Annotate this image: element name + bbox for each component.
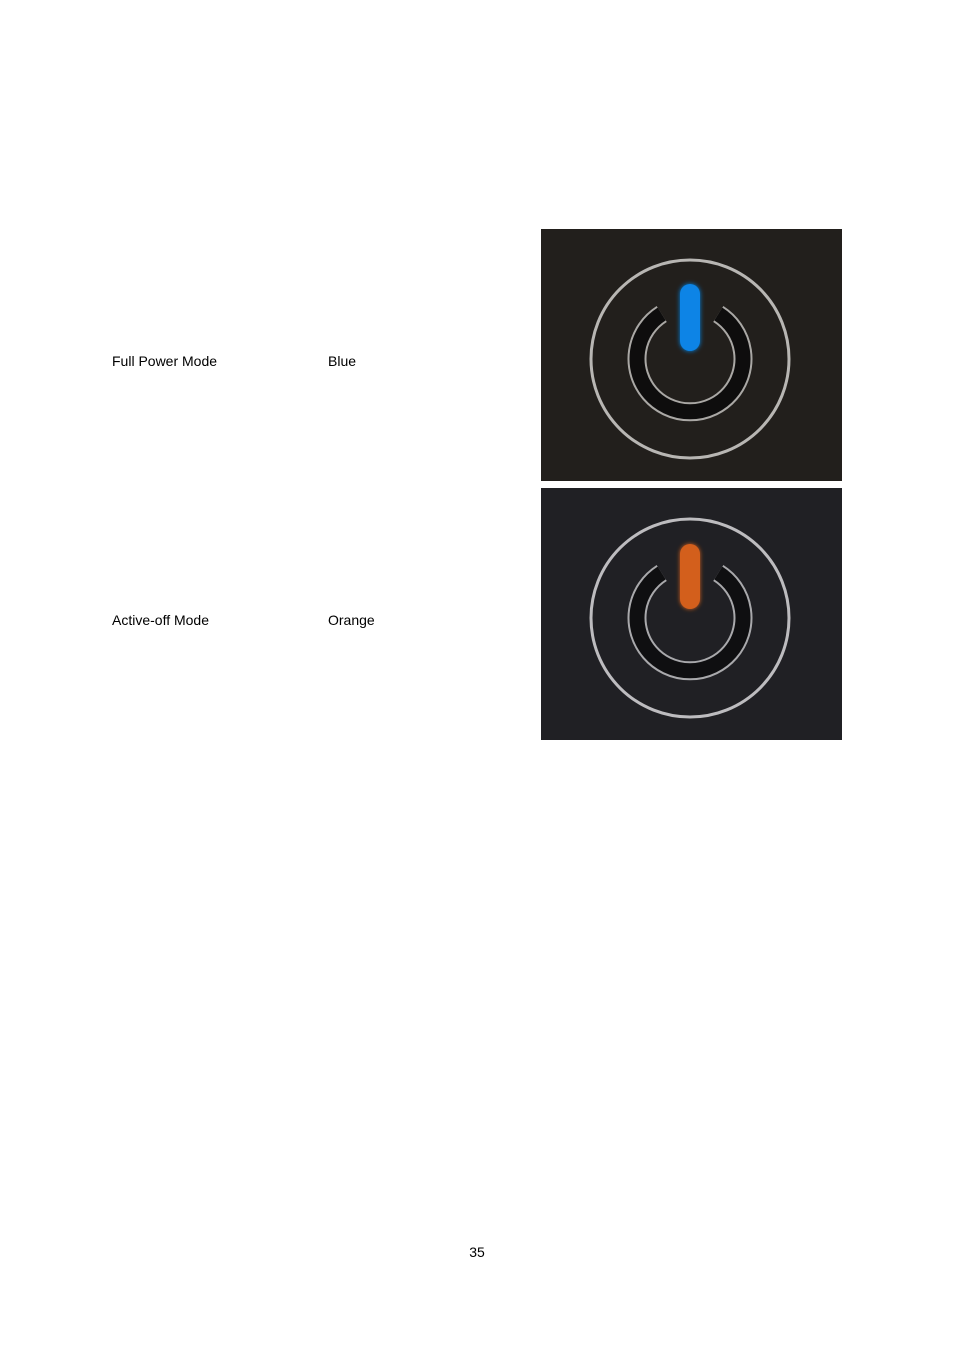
mode-row-full-power [0,229,954,481]
led-indicator [680,284,700,351]
mode-label: Full Power Mode [112,353,218,369]
led-color-label: Orange [328,612,375,628]
mode-row-active-off [0,488,954,740]
led-indicator [680,544,700,609]
photo-background [541,229,842,481]
photo-background [541,488,842,740]
power-button-photo-orange [541,488,842,740]
mode-label: Active-off Mode [112,612,210,628]
power-button-photo-blue [541,229,842,481]
led-color-label: Blue [328,353,357,369]
page-number: 35 [469,1244,485,1260]
